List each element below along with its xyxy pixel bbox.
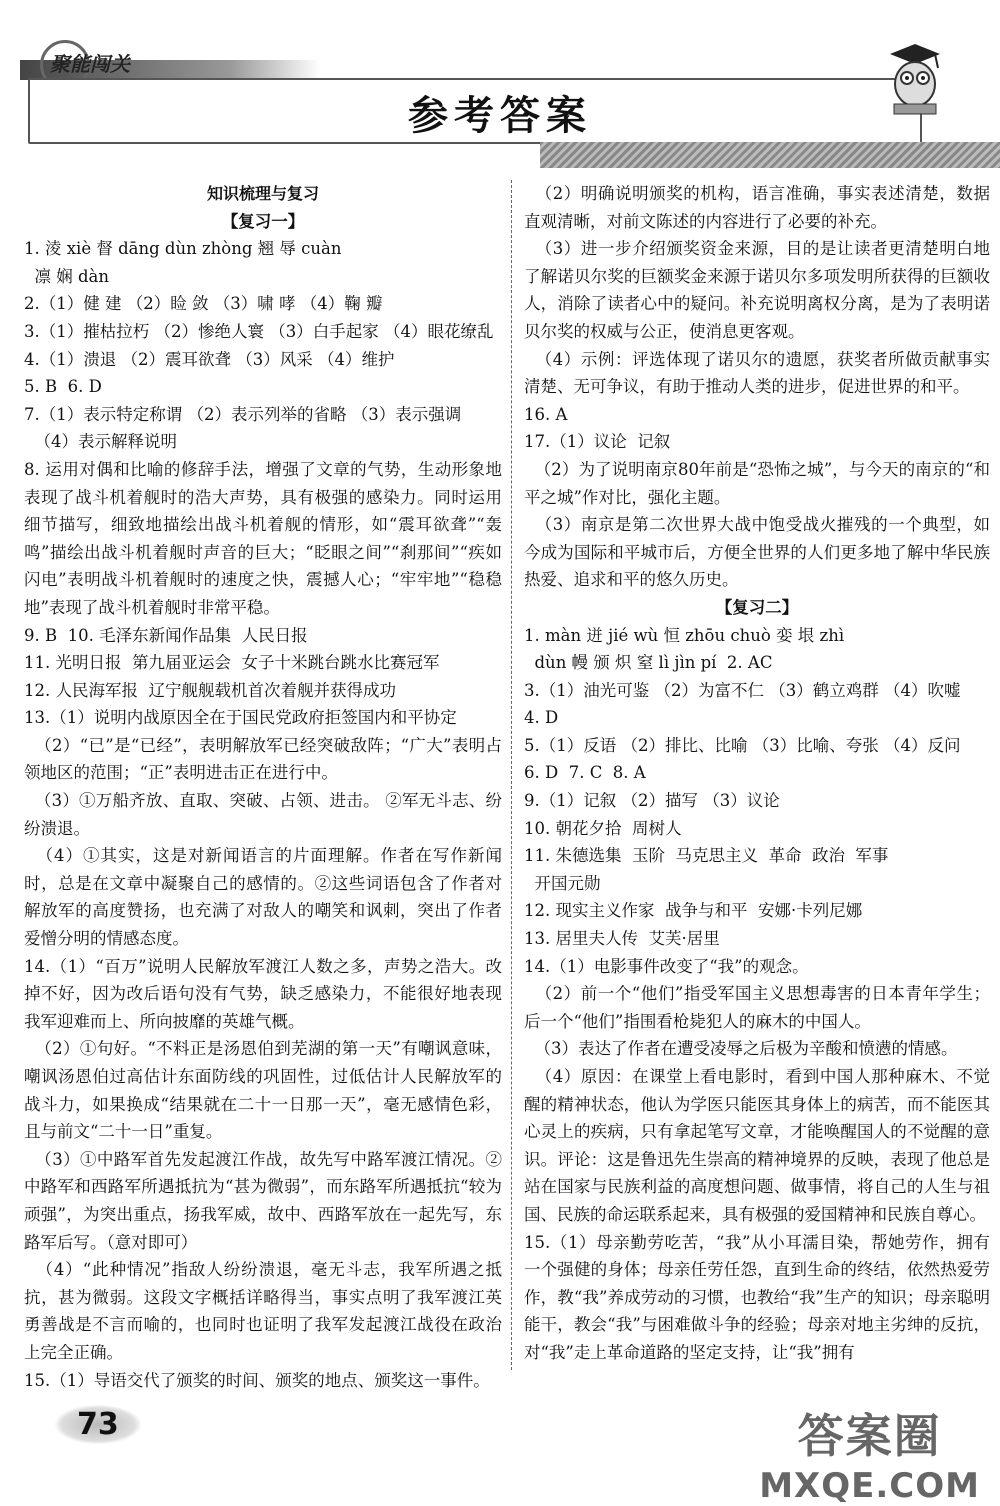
answer-line: 16. A — [524, 404, 568, 424]
column-divider — [511, 180, 512, 1370]
answer-line: 6. D 7. C 8. A — [524, 763, 646, 783]
banner-strip-right — [540, 142, 1000, 168]
answer-line: （3）表达了作者在遭受凌辱之后极为辛酸和愤懑的情感。 — [524, 1039, 958, 1059]
answer-line: 11. 朱德选集 玉阶 马克思主义 革命 政治 军事 — [524, 846, 889, 866]
answer-line: （2）明确说明颁奖的机构，语言准确，事实表述清楚，数据直观清晰，对前文陈述的内容进行了必要的补充。 — [524, 184, 990, 231]
answer-line: （2）前一个“他们”指受军国主义思想毒害的日本青年学生；后一个“他们”指围看枪毙犯人的麻木的中国人。 — [524, 984, 990, 1031]
answer-line: 1. màn 迸 jié wù 恒 zhōu chuò 娈 垠 zhì — [524, 625, 845, 645]
brand-logo: 聚能闯关 — [50, 52, 130, 76]
right-answer-list-a — [524, 180, 990, 594]
answer-line: （3）①中路军首先发起渡江作战，故先写中路军渡江情况。②中路军和西路军所遇抵抗为“甚为微弱”，而东路军所遇抵抗“较为顽强”，为突出重点，扬我军威，故中、西路军放在一起先写，东路军后写。（意对即可） — [24, 1149, 503, 1252]
answer-line: 4. D — [524, 708, 559, 728]
answer-line: （4）示例：评选体现了诺贝尔的遗愿，获奖者所做贡献事实清楚、无可争议，有助于推动人类的进步，促进世界的和平。 — [524, 349, 990, 397]
left-answer-list — [24, 235, 502, 1394]
page-header — [0, 0, 1000, 180]
answer-line: 8. 运用对偶和比喻的修辞手法，增强了文章的气势，生动形象地表现了战斗机着舰时的浩大声势，具有极强的感染力。同时运用细节描写，细致地描绘出战斗机着舰的情形，如“震耳欲聋”“轰鸣”描绘出战斗机着舰时声音的巨大；“眨眼之间”“刹那间”“疾如闪电”表明战斗机着舰时的速度之快，震撼人心；“牢牢地”“稳稳地”表现了战斗机着舰时非常平稳。 — [24, 459, 502, 617]
answer-line: 12. 现实主义作家 战争与和平 安娜·卡列尼娜 — [524, 901, 863, 921]
answer-line: 凛 娴 dàn — [24, 266, 110, 286]
answer-line: 15.（1）母亲勤劳吃苦，“我”从小耳濡目染，帮她劳作，拥有一个强健的身体；母亲任劳任怨，直到生命的终结，依然热爱劳作，教“我”养成劳动的习惯，也教给“我”生产的知识；母亲聪明能干，教会“我”与困难做斗争的经验；母亲对地主劣绅的反抗，对“我”走上革命道路的坚定支持，让“我”拥有 — [524, 1232, 990, 1362]
answer-line: 13. 居里夫人传 艾芙·居里 — [524, 929, 720, 949]
answer-line: （2）为了说明南京80年前是“恐怖之城”，与今天的南京的“和平之城”作对比，强化主题。 — [524, 459, 990, 507]
answer-line: （4）①其实，这是对新闻语言的片面理解。作者在写作新闻时，总是在文章中凝聚自己的感情的。②这些词语包含了作者对解放军的高度赞扬，也充满了对敌人的嘲笑和讽刺，突出了作者爱憎分明的情感态度。 — [24, 846, 502, 949]
answer-line: 10. 朝花夕拾 周树人 — [524, 818, 682, 838]
answer-line: 1. 淩 xiè 督 dāng dùn zhòng 翘 辱 cuàn — [24, 239, 342, 259]
page-number: 73 — [55, 1405, 141, 1444]
watermark — [759, 1400, 980, 1506]
owl-mascot-icon — [880, 40, 950, 120]
answer-line: 13.（1）说明内战原因全在于国民党政府拒签国内和平协定 — [24, 708, 457, 728]
answer-line: dùn 幔 颁 炽 窒 lì jìn pí 2. AC — [524, 653, 773, 673]
left-column — [24, 180, 502, 1394]
answer-line: 3.（1）摧枯拉朽 （2）惨绝人寰 （3）白手起家 （4）眼花缭乱 — [24, 321, 494, 341]
answer-line: 5. B 6. D — [24, 377, 102, 397]
answer-line: 4.（1）溃退 （2）震耳欲聋 （3）风采 （4）维护 — [24, 349, 395, 369]
answer-line: 7.（1）表示特定称谓 （2）表示列举的省略 （3）表示强调 — [24, 404, 462, 424]
answer-line: （2）“已”是“已经”，表明解放军已经突破敌阵；“广大”表明占领地区的范围；“正”表明进击正在进行中。 — [24, 735, 502, 783]
answer-line: （2）①句好。“不料正是汤恩伯到芜湖的第一天”有嘲讽意味，嘲讽汤恩伯过高估计东面防线的巩固性，过低估计人民解放军的战斗力，如果换成“结果就在二十一日那一天”，毫无感情色彩，且与前文“二十一日”重复。 — [24, 1039, 502, 1142]
answer-line: 9. B 10. 毛泽东新闻作品集 人民日报 — [24, 625, 308, 645]
answer-line: 14.（1）“百万”说明人民解放军渡江人数之多，声势之浩大。改掉不好，因为改后语句没有气势，缺乏感染力，不能很好地表现我军迎难而上、所向披靡的英雄气概。 — [24, 956, 502, 1031]
answer-line: 17.（1）议论 记叙 — [524, 432, 671, 452]
answer-line: （3）①万船齐放、直取、突破、占领、进击。 ②军无斗志、纷纷溃退。 — [24, 791, 502, 838]
watermark-url: MXQE.COM — [759, 1466, 980, 1506]
answer-line: 12. 人民海军报 辽宁舰舰载机首次着舰并获得成功 — [24, 680, 396, 700]
answer-line: （4）“此种情况”指敌人纷纷溃退，毫无斗志，我军所遇之抵抗，甚为微弱。这段文字概括详略得当，事实点明了我军渡江英勇善战是不言而喻的，也同时也证明了我军发起渡江战役在政治上完全正确。 — [24, 1260, 502, 1362]
answer-line: 2.（1）健 建 （2）睑 敛 （3）啸 哮 （4）鞠 瓣 — [24, 294, 383, 314]
answer-line: （4）表示解释说明 — [24, 432, 177, 452]
watermark-logo-text: 答案圈 — [797, 1409, 942, 1463]
answer-line: 3.（1）油光可鉴 （2）为富不仁 （3）鹤立鸡群 （4）吹嘘 — [524, 680, 961, 700]
answer-line: 14.（1）电影事件改变了“我”的观念。 — [524, 956, 809, 976]
answer-line: （4）原因：在课堂上看电影时，看到中国人那种麻木、不觉醒的精神状态，他认为学医只能医其身体上的病苦，而不能医其心灵上的疾病，只有拿起笔写文章，才能唤醒国人的不觉醒的意识。评论：这是鲁迅先生崇高的精神境界的反映，表现了他总是站在国家与民族利益的高度想问题、做事情，将自己的人生与祖国、民族的命运联系起来，具有极强的爱国精神和民族自尊心。 — [524, 1067, 990, 1224]
answer-line: 5.（1）反语 （2）排比、比喻 （3）比喻、夸张 （4）反问 — [524, 735, 961, 755]
answer-line: 开国元勋 — [524, 873, 601, 893]
right-column — [524, 180, 990, 1367]
page-title: 参考答案 — [408, 92, 592, 139]
review-one-heading: 【复习一】 — [221, 211, 305, 231]
answer-line: 9.（1）记叙 （2）描写 （3）议论 — [524, 791, 780, 811]
answer-line: 11. 光明日报 第九届亚运会 女子十米跳台跳水比赛冠军 — [24, 653, 440, 673]
answer-line: 15.（1）导语交代了颁奖的时间、颁奖的地点、颁奖这一事件。 — [24, 1370, 490, 1390]
review-two-heading: 【复习二】 — [715, 597, 799, 617]
answer-line: （3）进一步介绍颁奖资金来源，目的是让读者更清楚明白地了解诺贝尔奖的巨额奖金来源于诺贝尔多项发明所获得的巨额收人，消除了读者心中的疑问。补充说明离权分离，是为了表明诺贝尔奖的权威与公正，使消息更客观。 — [524, 239, 990, 341]
right-answer-list-b — [524, 622, 990, 1367]
answer-line: （3）南京是第二次世界大战中饱受战火摧残的一个典型，如今成为国际和平城市后，方便全世界的人们更多地了解中华民族热爱、追求和平的悠久历史。 — [524, 515, 990, 590]
section-title: 知识梳理与复习 — [206, 184, 319, 203]
